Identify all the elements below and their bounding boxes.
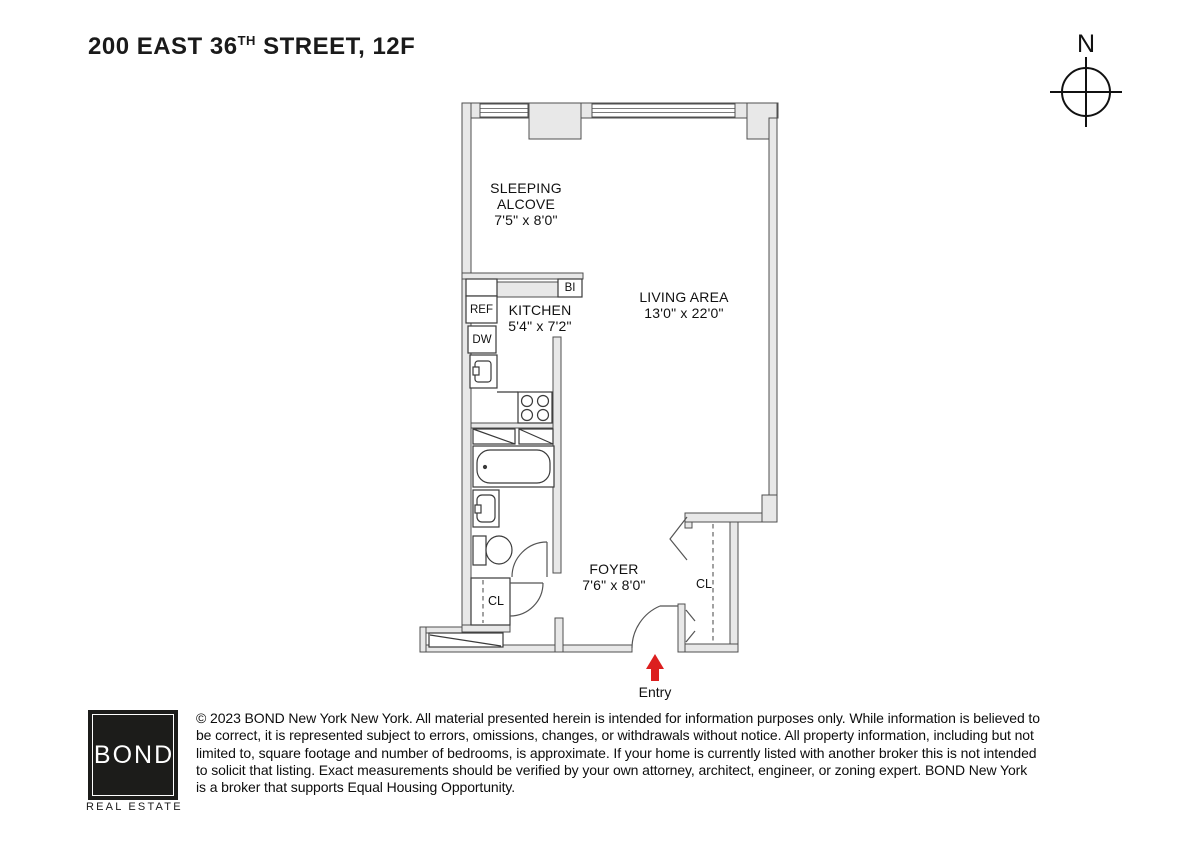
entry-arrow-icon bbox=[646, 654, 664, 681]
window-left bbox=[480, 104, 528, 117]
foyer-closet-label: CL bbox=[696, 577, 712, 591]
toilet-bowl bbox=[486, 536, 512, 564]
windows bbox=[480, 104, 735, 117]
wall-closet-right bbox=[730, 522, 738, 652]
brand-logo bbox=[88, 710, 178, 800]
window-right bbox=[592, 104, 735, 117]
living-area-dimensions: 13'0" x 22'0" bbox=[644, 305, 724, 321]
wall-kitchen-bath-divider bbox=[471, 423, 553, 428]
stove-burner bbox=[522, 396, 533, 407]
living-area-name: LIVING AREA bbox=[639, 289, 729, 305]
wall-foyer-stub bbox=[555, 618, 563, 652]
wall-protrusion-left bbox=[420, 627, 426, 652]
kitchen-name: KITCHEN bbox=[508, 302, 572, 318]
wall-notch-top bbox=[685, 522, 692, 528]
foyer-dimensions: 7'6" x 8'0" bbox=[582, 577, 646, 593]
built-in-label: BI bbox=[564, 282, 576, 294]
kitchen-counter bbox=[497, 282, 558, 297]
bathtub bbox=[477, 450, 550, 483]
brand-logo-text: BOND bbox=[93, 740, 175, 769]
kitchen-cabinet bbox=[466, 279, 497, 296]
compass-north-label: N bbox=[1076, 30, 1096, 58]
wall-under-bath-closet bbox=[462, 625, 510, 632]
dishwasher-label: DW bbox=[472, 334, 492, 346]
kitchen-dimensions: 5'4" x 7'2" bbox=[508, 318, 572, 334]
bath-closet-door-swing bbox=[510, 583, 543, 616]
entry-door-swing bbox=[632, 606, 660, 648]
wall-entry-frame bbox=[678, 604, 685, 652]
stove-burner bbox=[538, 410, 549, 421]
refrigerator-label: REF bbox=[470, 304, 493, 316]
kitchen-fixtures bbox=[466, 279, 582, 423]
bathroom-fixtures bbox=[429, 429, 554, 647]
bathroom-door-swing bbox=[512, 542, 547, 577]
wall-right-step bbox=[762, 495, 777, 522]
entry-arrow-head bbox=[646, 654, 664, 669]
stove-burner bbox=[538, 396, 549, 407]
brand-logo-frame bbox=[92, 714, 174, 796]
title-ordinal-superscript: TH bbox=[237, 33, 256, 48]
wall-living-closet-divider bbox=[685, 513, 762, 522]
disclaimer-line-2: be correct, it is represented subject to errors, omissions, changes, or withdrawals without notice. All property information, including but not bbox=[196, 727, 1034, 744]
compass-icon bbox=[1050, 57, 1122, 127]
living-area-label bbox=[604, 289, 764, 321]
sleeping-alcove-name-line2: ALCOVE bbox=[497, 196, 555, 212]
disclaimer-line-5: is a broker that supports Equal Housing Opportunity. bbox=[196, 779, 516, 796]
entry-arrow-stem bbox=[651, 669, 659, 681]
kitchen-sink-handle bbox=[473, 367, 479, 375]
wall-bottom-right bbox=[685, 644, 738, 652]
disclaimer-text bbox=[196, 710, 1140, 796]
sleeping-alcove-label bbox=[456, 180, 596, 228]
foyer-closet-door bbox=[670, 517, 687, 560]
entry-label: Entry bbox=[638, 684, 672, 700]
foyer-name: FOYER bbox=[589, 561, 639, 577]
toilet-tank bbox=[473, 536, 486, 565]
wall-right bbox=[769, 118, 777, 495]
wall-kitchen-top bbox=[462, 273, 583, 279]
bathroom-closet-label: CL bbox=[488, 594, 504, 608]
stove-burner bbox=[522, 410, 533, 421]
foyer-label bbox=[544, 561, 684, 593]
wall-top-column bbox=[529, 103, 581, 139]
title-street-suffix: STREET, 12F bbox=[255, 33, 416, 60]
brand-tagline: REAL ESTATE bbox=[86, 801, 183, 813]
bathroom-sink-handle bbox=[475, 505, 481, 513]
kitchen-label bbox=[490, 302, 590, 334]
entry-doorstop-lower bbox=[686, 631, 695, 642]
sleeping-alcove-name-line1: SLEEPING bbox=[490, 180, 562, 196]
disclaimer-line-1: © 2023 BOND New York New York. All material presented herein is intended for information purposes only. While information is believed to bbox=[196, 710, 1040, 726]
disclaimer-line-3: limited to, square footage and number of bedrooms, is approximate. If your home is currently listed with another broker this is not intended bbox=[196, 744, 1037, 761]
title-street-number: 200 EAST 36 bbox=[88, 33, 238, 60]
disclaimer-line-4: to solicit that listing. Exact measurements should be verified by your own attorney, architect, engineer, or zoning expert. BOND New York bbox=[196, 761, 1028, 778]
bathtub-drain bbox=[484, 466, 487, 469]
sleeping-alcove-dimensions: 7'5" x 8'0" bbox=[494, 212, 558, 228]
entry-doorstop-upper bbox=[686, 610, 695, 621]
